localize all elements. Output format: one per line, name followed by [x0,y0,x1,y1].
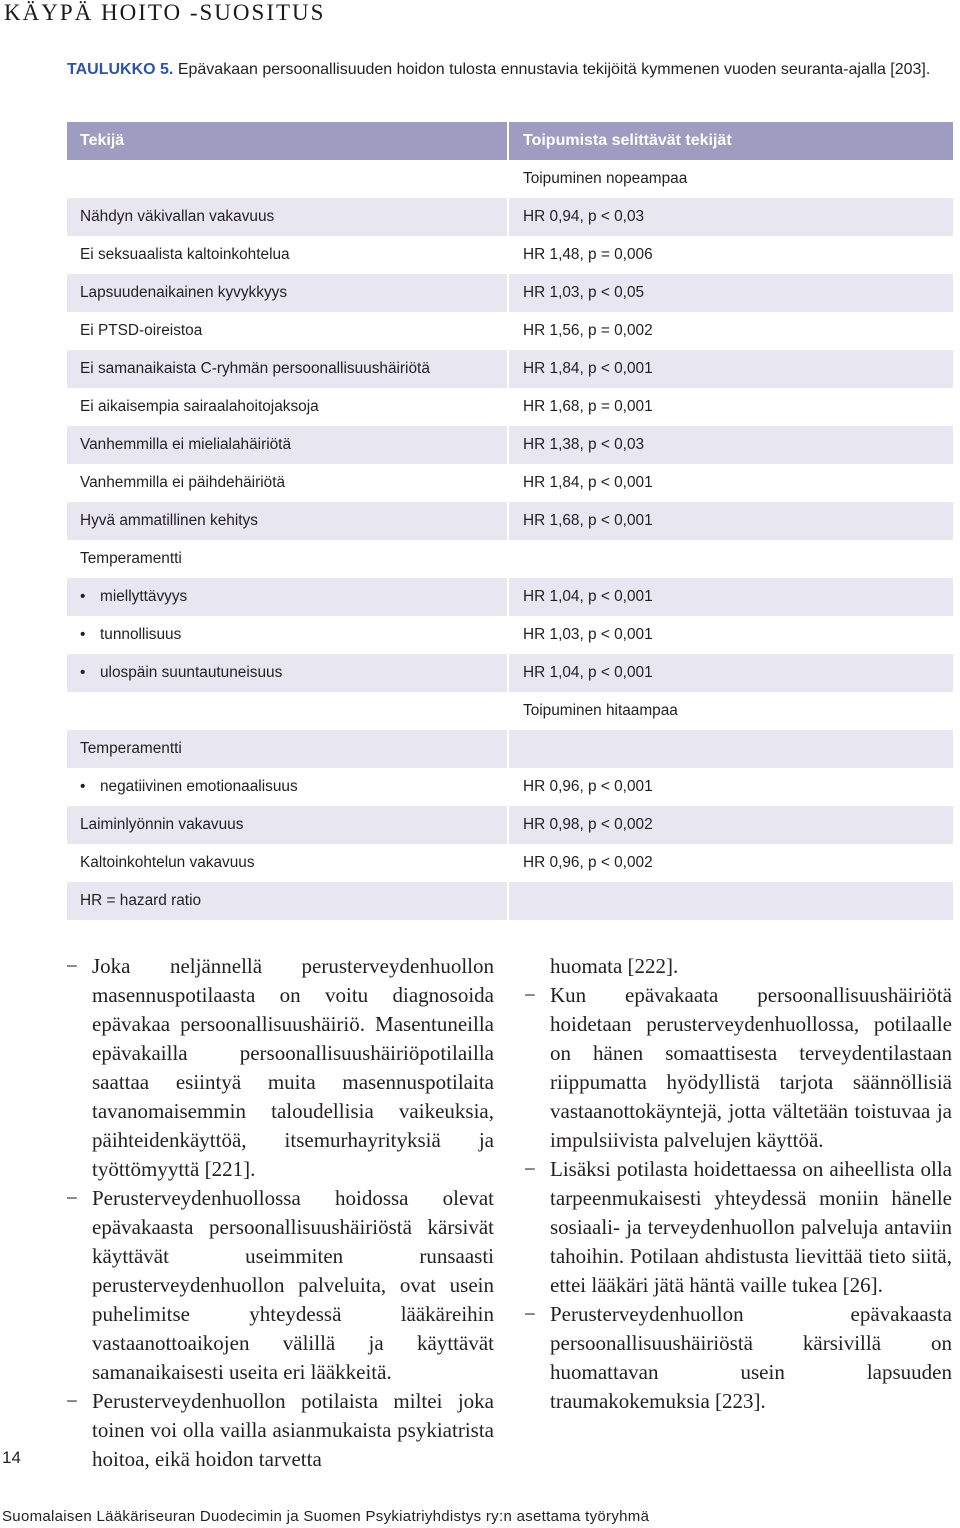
table-body [67,160,953,920]
value-cell: HR 1,84, p < 0,001 [523,474,653,491]
table-row [67,768,953,806]
factor-cell [67,388,509,426]
table-row [67,160,953,198]
factor-text: HR = hazard ratio [80,892,202,909]
value-cell: HR 1,03, p < 0,05 [509,274,953,312]
body-paragraph [524,1300,952,1416]
page-footer: Suomalaisen Lääkäriseuran Duodecimin ja Suomen Psykiatriyhdistys ry:n asettama työryhmä [2,1508,650,1525]
value-cell [509,540,953,578]
value-cell: HR 0,96, p < 0,001 [523,778,653,795]
factor-cell [67,160,509,198]
paragraph-text: Kun epävakaata persoonallisuushäiriötä hoidetaan perusterveydenhuollossa, potilaalle on hänen somaattisesta terveydentilastaan riippumatta hyödyllistä tarjota säännöllisiä vastaanottokäyntejä, jotta vältetään toistuvaa ja impulsiivista palvelujen käyttöä. [550,983,952,1152]
value-cell: HR 0,98, p < 0,002 [509,806,953,844]
header-factor: Tekijä [67,122,509,160]
factor-cell [67,464,509,502]
table-row [67,844,953,882]
factor-cell [67,616,509,654]
table-row [67,654,953,692]
dash-icon: − [66,1186,78,1210]
factor-text: Temperamentti [80,550,182,567]
body-paragraph [524,981,952,1155]
bullet-icon: • [80,664,86,681]
body-column-right [524,952,952,1416]
page-number: 14 [2,1448,21,1467]
bullet-icon: • [80,626,86,643]
table-caption-label: TAULUKKO 5. [67,61,174,78]
dash-icon: − [524,1157,536,1181]
table-row [67,578,953,616]
factor-text: Hyvä ammatillinen kehitys [80,512,258,529]
factor-text: tunnollisuus [100,626,182,643]
table-row [67,502,953,540]
factor-cell [67,236,509,274]
factor-text: Laiminlyönnin vakavuus [80,816,244,833]
factor-text: negatiivinen emotionaalisuus [100,778,298,795]
factor-text: Vanhemmilla ei päihdehäiriötä [80,474,286,491]
table-row [67,312,953,350]
dash-icon: − [66,954,78,978]
factor-cell [67,350,509,388]
paragraph-text: Joka neljännellä perusterveydenhuollon masennuspotilaasta on voitu diagnosoida epävakaa persoonallisuushäiriö. Masentuneilla epävakailla persoonallisuushäiriöpotilailla saattaa esiintyä muita masennuspotilaita tavanomaisemmin taloudellisia vaikeuksia, päihteidenkäyttöä, itsemurhayrityksiä ja työttömyyttä [221]. [92,954,494,1181]
table-row [67,616,953,654]
body-paragraph [66,1387,494,1474]
factor-text: Temperamentti [80,740,182,757]
factor-cell [67,844,509,882]
table-row [67,274,953,312]
table-row [67,540,953,578]
table-row [67,464,953,502]
factor-cell [67,806,509,844]
table-row [67,806,953,844]
factor-cell [67,540,509,578]
table-caption [67,60,947,80]
body-paragraph [66,1184,494,1387]
running-head: KÄYPÄ HOITO -SUOSITUS [4,0,326,25]
table-row [67,236,953,274]
results-table [67,122,953,920]
factor-text: Nähdyn väkivallan vakavuus [80,208,275,225]
paragraph-text: huomata [222]. [550,954,679,978]
value-cell: HR 0,94, p < 0,03 [509,198,953,236]
factor-cell [67,692,509,730]
value-cell: HR 1,68, p = 0,001 [523,398,653,415]
factor-cell [67,882,509,920]
table-header-row [67,122,953,160]
value-cell: HR 1,04, p < 0,001 [509,654,953,692]
table-row [67,882,953,920]
factor-text: ulospäin suuntautuneisuus [100,664,283,681]
table-row [67,730,953,768]
value-cell [509,730,953,768]
table-caption-text: Epävakaan persoonallisuuden hoidon tulosta ennustavia tekijöitä kymmenen vuoden seuranta-ajalla [203]. [173,61,931,78]
table-row [67,426,953,464]
factor-text: Lapsuudenaikainen kyvykkyys [80,284,288,301]
value-cell: HR 0,96, p < 0,002 [523,854,653,871]
value-cell: HR 1,68, p < 0,001 [509,502,953,540]
value-cell: HR 1,38, p < 0,03 [509,426,953,464]
factor-text: Ei PTSD-oireistoa [80,322,203,339]
factor-text: Kaltoinkohtelun vakavuus [80,854,255,871]
value-cell: HR 1,56, p = 0,002 [523,322,653,339]
dash-icon: − [66,1389,78,1413]
factor-text: Ei samanaikaista C-ryhmän persoonallisuushäiriötä [80,360,430,377]
factor-cell [67,654,509,692]
paragraph-text: Perusterveydenhuollon potilaista miltei joka toinen voi olla vailla asianmukaista psykiatrista hoitoa, eikä hoidon tarvetta [92,1389,494,1471]
value-cell: HR 1,04, p < 0,001 [509,578,953,616]
value-cell: HR 1,03, p < 0,001 [523,626,653,643]
paragraph-text: Perusterveydenhuollossa hoidossa olevat epävakaasta persoonallisuushäiriöstä kärsivät käyttävät useimmiten runsaasti perusterveydenhuollon palveluita, ovat usein puhelimitse yhteydessä lääkäreihin vastaanottoaikojen välillä ja käyttävät samanaikaisesti useita eri lääkkeitä. [92,1186,494,1384]
body-column-left [66,952,494,1474]
dash-icon: − [524,983,536,1007]
table-row [67,350,953,388]
subheading-cell: Toipuminen hitaampaa [523,702,678,719]
factor-cell [67,198,509,236]
dash-icon: − [524,1302,536,1326]
body-paragraph [524,1155,952,1300]
factor-cell [67,768,509,806]
body-paragraph [66,952,494,1184]
factor-cell [67,502,509,540]
bullet-icon: • [80,778,86,795]
factor-cell [67,426,509,464]
factor-text: miellyttävyys [100,588,188,605]
table-row [67,388,953,426]
factor-text: Ei seksuaalista kaltoinkohtelua [80,246,290,263]
value-cell [509,882,953,920]
value-cell: HR 1,84, p < 0,001 [509,350,953,388]
factor-cell [67,578,509,616]
paragraph-text: Perusterveydenhuollon epävakaasta persoonallisuushäiriöstä kärsivillä on huomattavan usein lapsuuden traumakokemuksia [223]. [550,1302,952,1413]
bullet-icon: • [80,588,86,605]
factor-text: Vanhemmilla ei mielialahäiriötä [80,436,292,453]
factor-text: Ei aikaisempia sairaalahoitojaksoja [80,398,319,415]
factor-cell [67,730,509,768]
table-row [67,692,953,730]
header-explains: Toipumista selittävät tekijät [509,122,953,160]
value-cell: HR 1,48, p = 0,006 [523,246,653,263]
paragraph-text: Lisäksi potilasta hoidettaessa on aiheellista olla tarpeenmukaisesti yhteydessä moniin hänelle sosiaali- ja terveydenhuollon palveluja antaviin tahoihin. Potilaan ahdistusta lievittää tieto siitä, ettei lääkäri jätä häntä vaille tukea [26]. [550,1157,952,1297]
table-row [67,198,953,236]
factor-cell [67,274,509,312]
body-paragraph [524,952,952,981]
subheading-cell: Toipuminen nopeampaa [523,170,688,187]
factor-cell [67,312,509,350]
